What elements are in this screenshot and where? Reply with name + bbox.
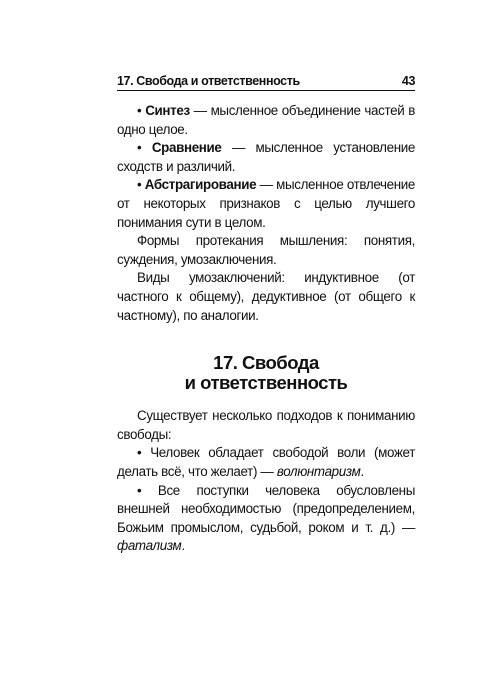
paragraph-freedom-intro: Существует несколько подходов к пониманию свободы: xyxy=(117,408,415,442)
list-item-abstraction xyxy=(117,176,415,232)
header-rule xyxy=(117,90,415,91)
term-abstraction: Абстрагирование xyxy=(144,177,257,193)
list-item-comparison xyxy=(117,139,415,176)
term-synthesis: Синтез xyxy=(145,103,190,118)
running-header xyxy=(117,74,415,88)
voluntarism-text: • Человек обладает свободой воли (может делать всё, что желает) — xyxy=(117,445,415,479)
page-number: 43 xyxy=(401,74,415,88)
section-heading-line1: 17. Свобода xyxy=(213,352,319,374)
voluntarism-end: . xyxy=(360,463,364,479)
paragraph-thinking-forms: Формы протекания мышления: понятия, суждения, умозаключения. xyxy=(117,233,415,267)
running-header-title: 17. Свобода и ответственность xyxy=(117,74,300,88)
definition-synthesis: — мысленное объединение частей в одно целое. xyxy=(117,103,415,137)
list-item-fatalism xyxy=(117,482,415,556)
definition-comparison: — мысленное установление сходств и различий. xyxy=(117,140,415,174)
section-heading-line2: и ответственность xyxy=(184,372,348,394)
paragraph-inference-types: Виды умозаключений: индуктивное (от частного к общему), дедуктивное (от общего к частному), по аналогии. xyxy=(117,270,415,323)
bullet: • xyxy=(137,103,142,118)
term-fatalism: фатализм xyxy=(117,538,182,554)
list-item-voluntarism xyxy=(117,444,415,481)
fatalism-text: • Все поступки человека обусловлены внешней необходимостью (предопределением, Божьим промыслом, судьбой, роком и т. д.) — xyxy=(117,482,415,535)
section-heading xyxy=(117,353,415,393)
fatalism-end: . xyxy=(181,538,185,554)
list-item-synthesis xyxy=(117,102,415,139)
term-comparison: Сравнение xyxy=(151,140,222,156)
bullet: • xyxy=(137,140,142,156)
page-body xyxy=(117,102,415,556)
term-voluntarism: волюнтаризм xyxy=(276,463,361,479)
bullet: • xyxy=(137,177,142,193)
definition-abstraction: — мысленное отвлечение от некоторых признаков с целью лучшего понимания сути в целом. xyxy=(117,177,415,230)
